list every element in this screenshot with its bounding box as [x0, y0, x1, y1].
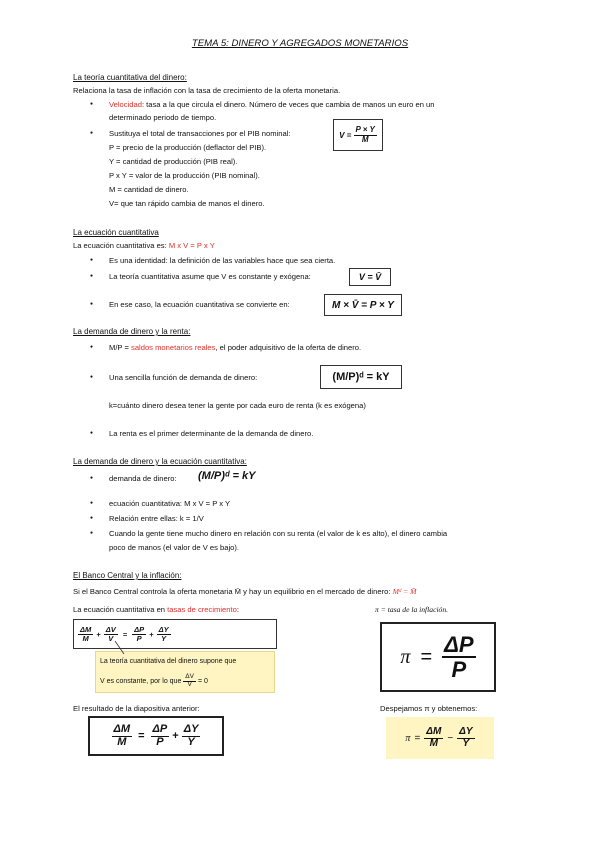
def-p: P = precio de la producción (deflactor del PIB). [109, 143, 267, 152]
banco-text: Si el Banco Central controla la oferta monetaria M̄ y hay un equilibrio en el mercado de dinero: [73, 587, 391, 596]
section-heading-demanda-ecuacion: La demanda de dinero y la ecuación cuantitativa: [73, 457, 247, 466]
pi-frac-num: ΔP [444, 631, 474, 657]
ecu-tasas-suffix: : [236, 605, 239, 614]
note-tail: = 0 [197, 677, 208, 685]
saldos-suffix: , el poder adquisitivo de la oferta de dinero. [215, 343, 362, 352]
note-pointer [110, 640, 130, 656]
section-heading-teoria: La teoría cuantitativa del dinero: [73, 73, 187, 82]
note-frac-num: ΔV [185, 673, 194, 680]
cuando-text: Cuando la gente tiene mucho dinero en relación con su renta (el valor de k es alto), el dinero cambia [109, 529, 448, 538]
banco-eq: Mᵈ = M̄ [392, 587, 417, 596]
def-v: V= que tan rápido cambia de manos el dinero. [109, 199, 265, 208]
res-dp-den: P [156, 735, 164, 748]
formula-growth-rates [73, 619, 277, 649]
res-dm-num: ΔM [113, 722, 131, 735]
res-dy-num: ΔY [183, 722, 199, 735]
note-constant-v [95, 651, 275, 693]
page-title: TEMA 5: DINERO Y AGREGADOS MONETARIOS [191, 38, 409, 49]
saldos-term: saldos monetarios reales [131, 343, 216, 352]
note-line-1: La teoría cuantitativa del dinero supone que [100, 658, 237, 665]
ecu-tasas-line [73, 605, 239, 614]
res-dy-den: Y [187, 735, 195, 748]
pi-definition: π = tasa de la inflación. [375, 605, 449, 614]
res-dm-den: M [117, 735, 127, 748]
note-line-2 [100, 674, 208, 689]
frac-dm-num: ΔM [80, 624, 92, 634]
desp-dm-den: M [429, 737, 438, 749]
ecu-tasas-prefix: La ecuación cuantitativa en [73, 605, 168, 614]
formula-pi-dp-p [380, 622, 496, 692]
saldos-line [109, 343, 361, 352]
frac-dp-den: P [136, 633, 142, 643]
formula-v-constant: V = V̄ [349, 268, 391, 286]
formula-velocity-box: V = $\frac{P \times Y}{M}$ [333, 119, 383, 151]
banco-line [73, 587, 417, 596]
def-py: P x Y = valor de la producción (PIB nominal). [109, 171, 260, 180]
frac-dp-num: ΔP [134, 624, 145, 634]
frac-dm-den: M [82, 633, 89, 643]
velocidad-line [109, 100, 434, 109]
formula-demanda-2: (M/P)ᵈ = kY [198, 470, 256, 482]
formula-v: V [339, 130, 345, 140]
section-heading-demanda-renta: La demanda de dinero y la renta: [73, 327, 191, 336]
formula-fraction [354, 126, 377, 144]
relacion-text: Relación entre ellas: k = 1/V [109, 514, 204, 523]
k-text: k=cuánto dinero desea tener la gente por cada euro de renta (k es exógena) [109, 401, 366, 410]
sym-plus: + [149, 629, 154, 639]
funcion-text: Una sencilla función de demanda de dinero: [109, 373, 258, 382]
note-line-2-text: V es constante, por lo que [100, 677, 182, 685]
formula-numerator: P × Y [355, 125, 375, 135]
sym-plus: + [96, 629, 101, 639]
demanda-text: demanda de dinero: [109, 474, 177, 483]
desp-minus: − [447, 732, 454, 744]
resultado-text: El resultado de la diapositiva anterior: [73, 704, 200, 713]
def-m: M = cantidad de dinero. [109, 185, 189, 194]
def-y: Y = cantidad de producción (PIB real). [109, 157, 238, 166]
desp-dm-num: ΔM [426, 726, 442, 737]
formula-denominator: M [361, 134, 369, 144]
identidad-text: Es una identidad: la definición de las variables hace que sea cierta. [109, 256, 336, 265]
desp-pi: π [405, 732, 411, 744]
velocidad-text: : tasa a la que circula el dinero. Número de veces que cambia de manos un euro en un [141, 100, 435, 109]
section-heading-banco-central: El Banco Central y la inflación: [73, 571, 182, 580]
sustituya-text: Sustituya el total de transacciones por el PIB nominal: [109, 129, 291, 138]
cuando-text-2: poco de manos (el valor de V es bajo). [109, 543, 240, 552]
res-dp-num: ΔP [152, 722, 168, 735]
formula-resultado [88, 716, 224, 756]
formula-demanda: (M/P)ᵈ = kY [320, 365, 402, 389]
frac-dy-num: ΔY [158, 624, 169, 634]
pi-symbol: π [400, 645, 411, 668]
note-frac-den: V [187, 680, 192, 688]
velocidad-text-2: determinado periodo de tiempo. [109, 113, 217, 122]
res-eq: = [138, 730, 145, 742]
ecuacion-cuantitativa-text: ecuación cuantitativa: M x V = P x Y [109, 499, 231, 508]
asume-text: La teoría cuantitativa asume que V es constante y exógena: [109, 272, 311, 281]
frac-dy-den: Y [161, 633, 167, 643]
convierte-text: En ese caso, la ecuación cuantitativa se convierte en: [109, 300, 290, 309]
ecuacion-eq: M x V = P x Y [168, 241, 215, 250]
pi-frac-den: P [451, 657, 467, 682]
desp-eq: = [414, 732, 421, 744]
intro-text: Relaciona la tasa de inflación con la tasa de crecimiento de la oferta monetaria. [73, 86, 341, 95]
desp-dy-num: ΔY [459, 726, 473, 737]
ecuacion-line [73, 241, 215, 250]
desp-dy-den: Y [462, 737, 470, 749]
velocidad-term: Velocidad [109, 100, 142, 109]
frac-dv-num: ΔV [105, 624, 116, 634]
frac-dv-den: V [108, 633, 114, 643]
despejamos-text: Despejamos π y obtenemos: [380, 704, 478, 713]
ecu-tasas-term: tasas de crecimiento [167, 605, 237, 614]
pi-eq: = [420, 645, 433, 668]
ecuacion-prefix: La ecuación cuantitativa es: [73, 241, 169, 250]
saldos-prefix: M/P = [109, 343, 132, 352]
section-heading-ecuacion: La ecuación cuantitativa [73, 228, 159, 237]
renta-text: La renta es el primer determinante de la demanda de dinero. [109, 429, 314, 438]
res-plus: + [172, 730, 179, 742]
sym-eq: = [122, 629, 128, 639]
formula-mv-py: M × V̄ = P × Y [324, 294, 402, 316]
formula-pi-despejado [386, 717, 494, 759]
